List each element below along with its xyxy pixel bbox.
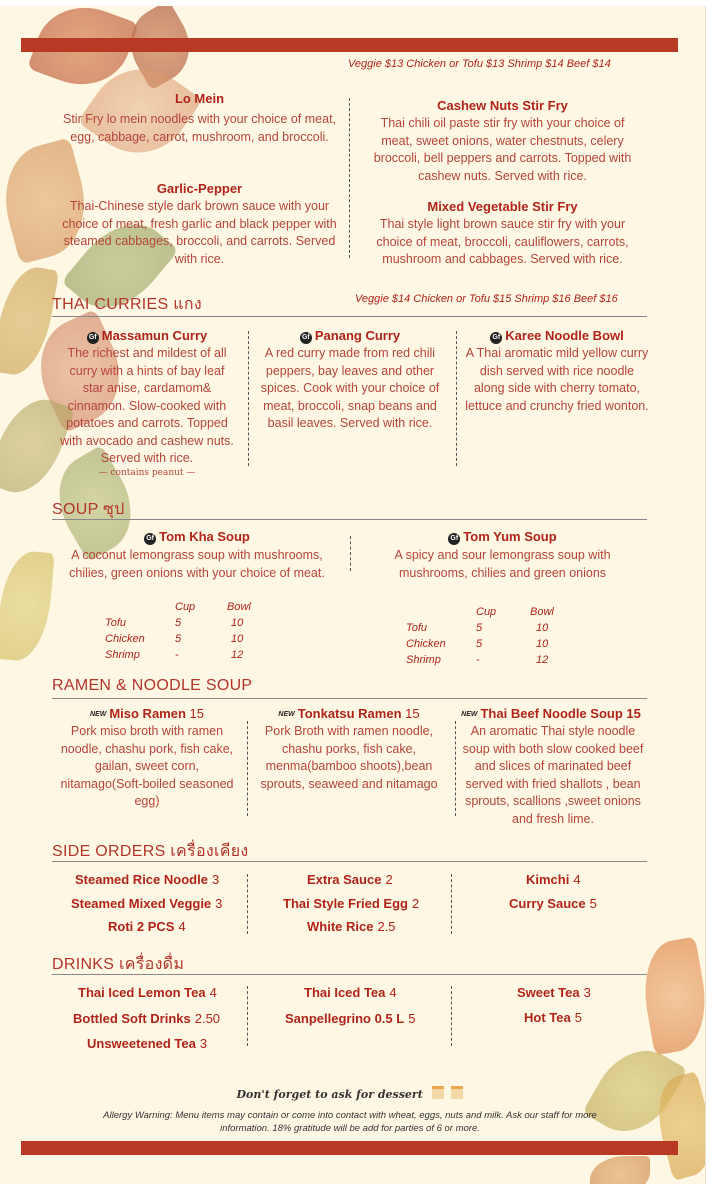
column-divider	[451, 986, 452, 1046]
section-rule	[52, 519, 647, 520]
stirfry-prices: Veggie $13 Chicken or Tofu $13 Shrimp $14 Beef $14	[348, 58, 611, 70]
section-thai-curries: THAI CURRIES แกง	[52, 296, 202, 313]
row-cup: 5	[476, 638, 483, 650]
item-massamun-title: Gf Massamun Curry	[52, 328, 242, 344]
top-bar	[21, 38, 678, 52]
row-label: Shrimp	[105, 649, 140, 661]
item-miso-ramen-desc: Pork miso broth with ramen noodle, chashu pork, fish cake, gailan, sweet corn, nitamago(Soft-boiled seasoned egg)	[60, 724, 234, 808]
cake-icon	[432, 1086, 444, 1099]
row-label: Tofu	[105, 617, 127, 629]
bottom-bar	[21, 1141, 678, 1155]
row-bowl: 12	[231, 649, 244, 661]
section-rule	[52, 861, 647, 862]
dessert-note: Don't forget to ask for dessert	[0, 1086, 700, 1101]
item-panang-desc: A red curry made from red chili peppers, bay leaves and other spices. Cook with your choice of meat, broccoli, snap beans and basil leaves. Served with rice.	[260, 346, 440, 430]
item-cashew-desc: Thai chili oil paste stir fry with your choice of meat, sweet onions, water chestnuts, celery broccoli, bell peppers and carrots. Topped with cashew nuts. Served with rice.	[373, 116, 632, 183]
row-label: Shrimp	[406, 654, 441, 666]
item-panang-title: Gf Panang Curry	[255, 328, 445, 344]
item-cashew-title: Cashew Nuts Stir Fry	[437, 98, 568, 113]
column-divider	[248, 331, 249, 466]
cake-icon	[451, 1086, 463, 1099]
item-mixed-veg-title: Mixed Vegetable Stir Fry	[427, 199, 578, 214]
gluten-free-icon: Gf	[144, 533, 156, 545]
header-bowl: Bowl	[227, 601, 251, 613]
gluten-free-icon: Gf	[87, 332, 99, 344]
header-bowl: Bowl	[530, 606, 554, 618]
side-item: White Rice 2.5	[307, 919, 396, 934]
row-bowl: 10	[231, 617, 244, 629]
row-label: Chicken	[105, 633, 145, 645]
row-cup: -	[476, 654, 480, 666]
allergy-warning: Allergy Warning: Menu items may contain or come into contact with wheat, eggs, nuts and milk. Ask our staff for more information. 18% gratitude will be add for parties of 6 or more.	[103, 1110, 597, 1134]
header-cup: Cup	[476, 606, 497, 618]
leaf-decoration	[0, 549, 55, 663]
item-garlic-pepper-title: Garlic-Pepper	[156, 181, 243, 196]
drink-item: Bottled Soft Drinks 2.50	[73, 1011, 221, 1026]
side-item: Kimchi 4	[526, 872, 581, 887]
section-rule	[52, 698, 647, 699]
section-drinks: DRINKS เครื่องดื่ม	[52, 956, 185, 973]
side-item: Curry Sauce 5	[509, 896, 597, 911]
curries-prices: Veggie $14 Chicken or Tofu $15 Shrimp $16 Beef $16	[355, 293, 618, 305]
row-bowl: 12	[536, 654, 549, 666]
gluten-free-icon: Gf	[448, 533, 460, 545]
row-bowl: 10	[231, 633, 244, 645]
row-label: Tofu	[406, 622, 428, 634]
drink-item: Sanpellegrino 0.5 L 5	[285, 1011, 416, 1026]
column-divider	[456, 331, 457, 466]
item-massamun-note: — contains peanut —	[98, 468, 196, 478]
item-lo-mein-title: Lo Mein	[174, 91, 225, 106]
gluten-free-icon: Gf	[300, 332, 312, 344]
column-divider	[451, 874, 452, 934]
item-lo-mein-desc: Stir Fry lo mein noodles with your choice of meat, egg, cabbage, carrot, mushroom, and broccoli.	[62, 112, 337, 144]
item-tom-yum-desc: A spicy and sour lemongrass soup with mushrooms, chilies and green onions	[394, 548, 611, 580]
row-cup: 5	[175, 633, 182, 645]
drink-item: Sweet Tea 3	[517, 985, 591, 1000]
leaf-decoration	[636, 937, 706, 1056]
item-karee-title: Gf Karee Noodle Bowl	[462, 328, 652, 344]
drink-item: Thai Iced Lemon Tea 4	[78, 985, 217, 1000]
item-mixed-veg-desc: Thai style light brown sauce stir fry with your choice of meat, broccoli, cauliflowers, carrots, mushroom and cabbages. Served with rice.	[376, 217, 629, 266]
section-rule	[52, 974, 647, 975]
item-tom-kha-title: Gf Tom Kha Soup	[52, 529, 342, 545]
side-item: Steamed Mixed Veggie 3	[71, 896, 223, 911]
section-soup: SOUP ซุป	[52, 501, 125, 518]
item-miso-ramen-title: NEW Miso Ramen 15	[89, 706, 204, 721]
soup-price-table-left	[105, 601, 305, 671]
gluten-free-icon: Gf	[490, 332, 502, 344]
column-divider	[455, 721, 456, 816]
new-badge: NEW	[89, 711, 107, 718]
section-ramen: RAMEN & NOODLE SOUP	[52, 677, 253, 694]
section-side-orders: SIDE ORDERS เครื่องเคียง	[52, 843, 249, 860]
side-item: Extra Sauce 2	[307, 872, 393, 887]
row-bowl: 10	[536, 622, 549, 634]
column-divider	[247, 874, 248, 934]
header-cup: Cup	[175, 601, 196, 613]
item-tom-yum-title: Gf Tom Yum Soup	[360, 529, 645, 545]
drink-item: Unsweetened Tea 3	[87, 1036, 208, 1051]
column-divider	[247, 721, 248, 816]
drink-item: Hot Tea 5	[524, 1010, 582, 1025]
row-cup: 5	[175, 617, 182, 629]
item-thai-beef-title: NEW Thai Beef Noodle Soup 15	[461, 706, 641, 721]
new-badge: NEW	[461, 711, 478, 718]
column-divider	[350, 536, 351, 571]
soup-price-table-right	[406, 606, 606, 676]
row-cup: -	[175, 649, 179, 661]
side-item: Steamed Rice Noodle 3	[75, 872, 220, 887]
item-tonkatsu-title: NEW Tonkatsu Ramen 15	[278, 706, 420, 721]
section-rule	[52, 316, 647, 317]
row-cup: 5	[476, 622, 483, 634]
item-karee-desc: A Thai aromatic mild yellow curry dish served with rice noodle along side with cherry tomato, lettuce and crunchy fried wonton.	[465, 346, 649, 413]
drink-item: Thai Iced Tea 4	[304, 985, 397, 1000]
column-divider	[247, 986, 248, 1046]
side-item: Roti 2 PCS 4	[108, 919, 186, 934]
item-tonkatsu-desc: Pork Broth with ramen noodle, chashu porks, fish cake, menma(bamboo shoots),bean sprouts, seaweed and nitamago	[260, 724, 438, 791]
leaf-decoration	[590, 1156, 650, 1184]
new-badge: NEW	[278, 711, 295, 718]
row-bowl: 10	[536, 638, 549, 650]
item-tom-kha-desc: A coconut lemongrass soup with mushrooms, chilies, green onions with your choice of meat.	[69, 548, 325, 580]
row-label: Chicken	[406, 638, 446, 650]
menu-page	[0, 6, 706, 1184]
side-item: Thai Style Fried Egg 2	[283, 896, 420, 911]
column-divider	[349, 98, 350, 258]
item-garlic-pepper-desc: Thai-Chinese style dark brown sauce with your choice of meat, fresh garlic and black pepper with steamed cabbages, broccoli, and carrots. Served with rice.	[62, 199, 337, 266]
item-massamun-desc: The richest and mildest of all curry with a hints of bay leaf star anise, cardamom& cinnamon. Slow-cooked with potatoes and carrots. Topped with avocado and cashew nuts. Served with rice.	[60, 346, 234, 465]
item-thai-beef-desc: An aromatic Thai style noodle soup with both slow cooked beef and slices of marinated beef served with fried shallots , bean sprouts, scallions ,sweet onions and fresh lime.	[462, 724, 644, 826]
